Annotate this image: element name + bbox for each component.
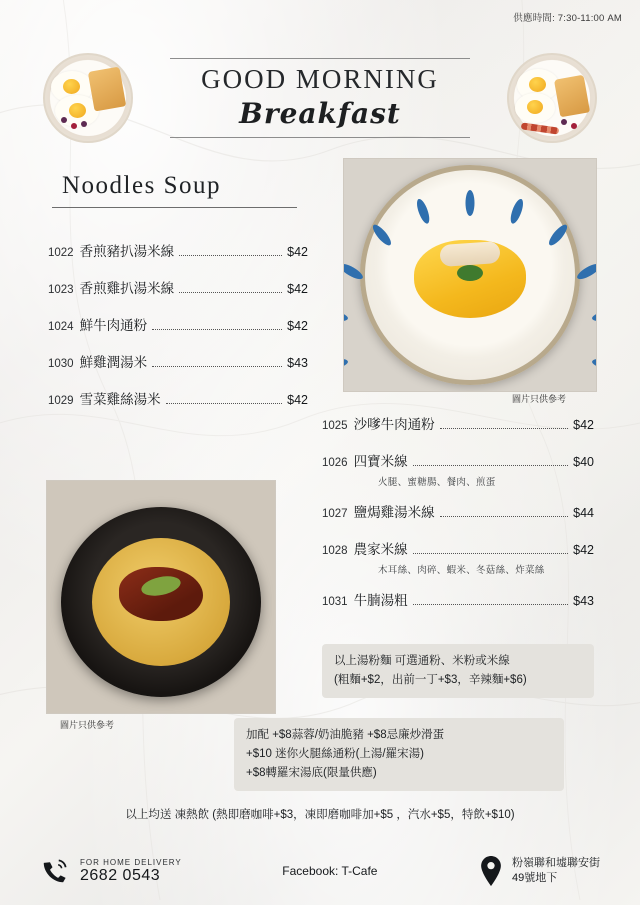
item-code: 1027 [322,508,348,520]
address-line-1: 粉嶺聯和墟聯安街 [512,857,600,870]
address-block [478,856,600,886]
item-description: 木耳絲、肉碎、蝦米、冬菇絲、炸菜絲 [378,565,545,576]
item-code: 1029 [48,395,74,407]
item-price: $42 [287,245,308,259]
item-price: $44 [573,506,594,520]
list-item[interactable] [48,351,308,371]
item-name: 牛腩湯粗 [353,593,408,608]
list-item[interactable] [322,501,594,521]
section-divider [52,207,297,208]
item-code: 1025 [322,420,348,432]
item-description: 火腿、蜜糖腸、餐肉、煎蛋 [378,477,496,488]
item-name: 香煎雞扒湯米線 [79,281,175,296]
note-line: +$10 迷你火腿絲通粉(上湯/羅宋湯) [246,747,424,760]
item-code: 1030 [48,358,74,370]
item-code: 1024 [48,321,74,333]
noodle-options-note [322,644,594,698]
note-line: 加配 +$8蒜蓉/奶油脆豬 +$8忌廉炒滑蛋 [246,729,445,741]
location-pin-icon [478,856,504,886]
photo-caption-top: 圖片只供參考 [512,394,567,404]
leader-dots [152,329,282,330]
footer-bar [0,837,640,905]
address-text [512,856,600,886]
herb-graphic [457,265,483,281]
item-name: 沙嗲牛肉通粉 [353,417,435,432]
item-price: $42 [287,282,308,296]
list-item[interactable] [48,277,308,297]
item-name: 鮮牛肉通粉 [79,318,148,333]
item-price: $42 [287,393,308,407]
item-name: 農家米線 [353,542,408,557]
item-code: 1028 [322,545,348,557]
item-price: $42 [573,543,594,557]
title-main: GOOD MORNING [201,64,439,95]
item-price: $43 [287,356,308,370]
item-code: 1022 [48,247,74,259]
item-name: 四寶米線 [353,454,408,469]
list-item[interactable] [48,240,308,260]
menu-list-left [48,240,308,425]
title-rule-top [170,58,470,59]
leader-dots [152,366,282,367]
plate-graphic [360,165,580,385]
serving-time: 供應時間: 7:30-11:00 AM [513,13,622,24]
list-item[interactable] [48,388,308,408]
item-name: 雪菜雞絲湯米 [79,392,161,407]
item-code: 1031 [322,596,348,608]
item-code: 1026 [322,457,348,469]
title-script: Breakfast [239,96,401,130]
item-price: $40 [573,455,594,469]
photo-caption-bottom: 圖片只供參考 [60,720,115,730]
list-item[interactable] [322,538,594,558]
dish-photo-chicken-noodle [343,158,597,392]
item-name: 香煎豬扒湯米線 [79,244,175,259]
item-name: 鮮雞潤湯米 [79,355,148,370]
fried-egg-plate-left-icon [43,53,133,143]
leader-dots [413,604,569,605]
delivery-block [40,856,182,886]
note-line: 以上湯粉麵 可選通粉、米粉或米線 [334,655,510,667]
list-item[interactable] [48,314,308,334]
item-price: $42 [287,319,308,333]
list-item[interactable] [322,589,594,609]
item-name: 鹽焗雞湯米線 [353,505,435,520]
title-block [155,58,485,138]
menu-header [0,48,640,148]
item-code: 1023 [48,284,74,296]
leader-dots [179,292,282,293]
delivery-label: FOR HOME DELIVERY [80,857,182,867]
chicken-graphic [439,241,500,267]
dish-photo-beef-noodle [46,480,276,714]
bowl-graphic [61,507,261,697]
delivery-phone[interactable]: 2682 0543 [80,866,161,884]
drink-note: 以上均送 凍熱飲 (熱即磨咖啡+$3，凍即磨咖啡加+$5 ，汽水+$5，特飲+$10) [125,809,515,821]
note-line: (粗麵+$2，出前一丁+$3，辛辣麵+$6) [334,673,527,686]
leader-dots [413,553,569,554]
note-line: +$8轉羅宋湯底(限量供應) [246,766,377,779]
item-price: $42 [573,418,594,432]
phone-icon [40,856,70,886]
leader-dots [413,465,569,466]
address-line-2: 49號地下 [512,872,558,884]
leader-dots [179,255,282,256]
page-title: Noodles Soup [62,172,221,199]
list-item[interactable] [322,413,594,433]
menu-list-right [322,413,594,626]
fried-egg-plate-right-icon [507,53,597,143]
leader-dots [166,403,283,404]
list-item[interactable] [322,450,594,470]
leader-dots [440,428,569,429]
item-price: $43 [573,594,594,608]
add-on-note [234,718,564,791]
title-rule-bottom [170,137,470,138]
leader-dots [440,516,569,517]
facebook-handle[interactable]: Facebook: T-Cafe [282,864,378,878]
